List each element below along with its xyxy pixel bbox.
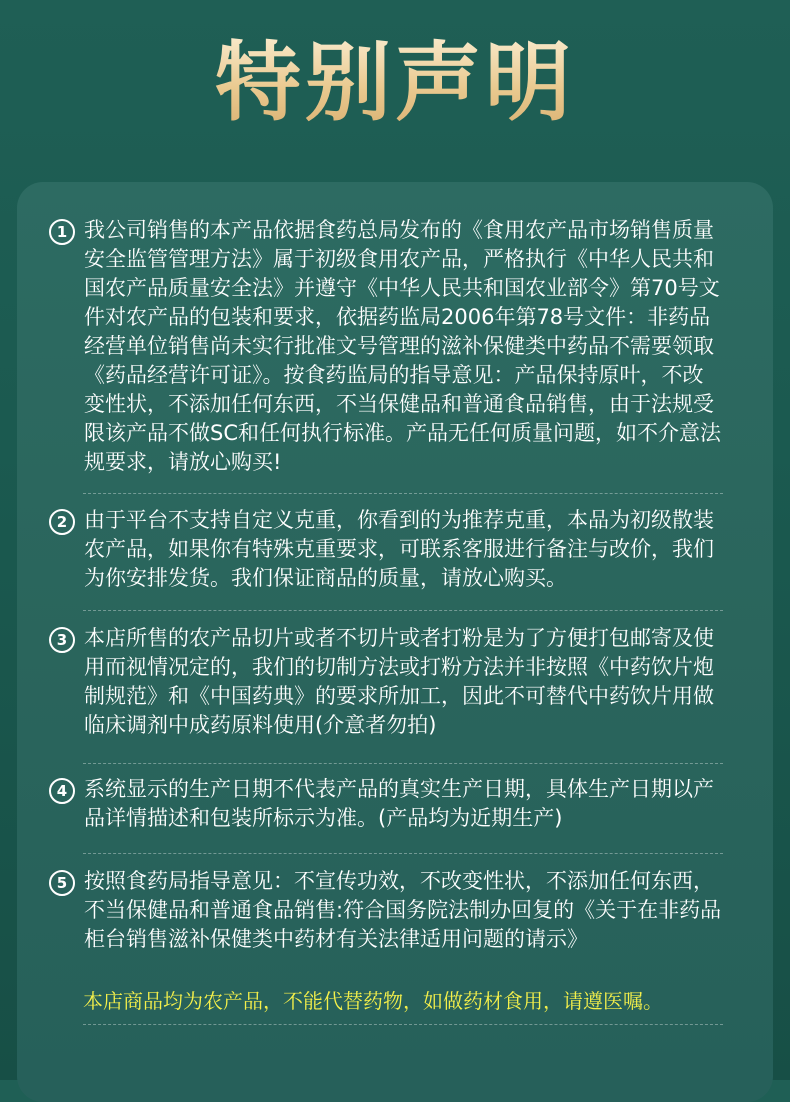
divider-4 — [83, 853, 723, 854]
footer-note: 本店商品均为农产品，不能代替药物，如做药材食用，请遵医嘱。 — [83, 989, 663, 1013]
page-title: 特别声明 — [0, 28, 790, 138]
number-badge-4: 4 — [49, 778, 75, 804]
divider-5 — [83, 1024, 723, 1025]
statement-text-4: 系统显示的生产日期不代表产品的真实生产日期，具体生产日期以产品详情描述和包装所标示为准。(产品均为近期生产) — [84, 777, 714, 830]
number-badge-5: 5 — [49, 870, 75, 896]
statement-text-2: 由于平台不支持自定义克重，你看到的为推荐克重，本品为初级散装农产品，如果你有特殊克重要求，可联系客服进行备注与改价，我们为你安排发货。我们保证商品的质量，请放心购买。 — [84, 508, 714, 590]
number-badge-2: 2 — [49, 509, 75, 535]
divider-2 — [83, 610, 723, 611]
statement-text-5: 按照食药局指导意见：不宣传功效，不改变性状，不添加任何东西，不当保健品和普通食品销售:符合国务院法制办回复的《关于在非药品柜台销售滋补保健类中药材有关法律适用问题的请示》 — [84, 869, 722, 951]
statement-text-3: 本店所售的农产品切片或者不切片或者打粉是为了方便打包邮寄及使用而视情况定的，我们的切制方法或打粉方法并非按照《中药饮片炮制规范》和《中国药典》的要求所加工，因此不可替代中药饮片用做临床调剂中成药原料使用(介意者勿拍) — [84, 626, 714, 737]
statement-card — [17, 182, 773, 1102]
divider-3 — [83, 763, 723, 764]
divider-1 — [83, 493, 723, 494]
statement-text-1: 我公司销售的本产品依据食药总局发布的《食用农产品市场销售质量安全监管管理方法》属于初级食用农产品，严格执行《中华人民共和国农产品质量安全法》并遵守《中华人民共和国农业部令》第70号文件对农产品的包装和要求，依据药监局2006年第78号文件：非药品经营单位销售尚未实行批准文号管理的滋补保健类中药品不需要领取《药品经营许可证》。按食药监局的指导意见：产品保持原叶，不改变性状，不添加任何东西，不当保健品和普通食品销售，由于法规受限该产品不做SC和任何执行标准。产品无任何质量问题，如不介意法规要求，请放心购买! — [84, 218, 721, 474]
number-badge-1: 1 — [49, 219, 75, 245]
number-badge-3: 3 — [49, 627, 75, 653]
